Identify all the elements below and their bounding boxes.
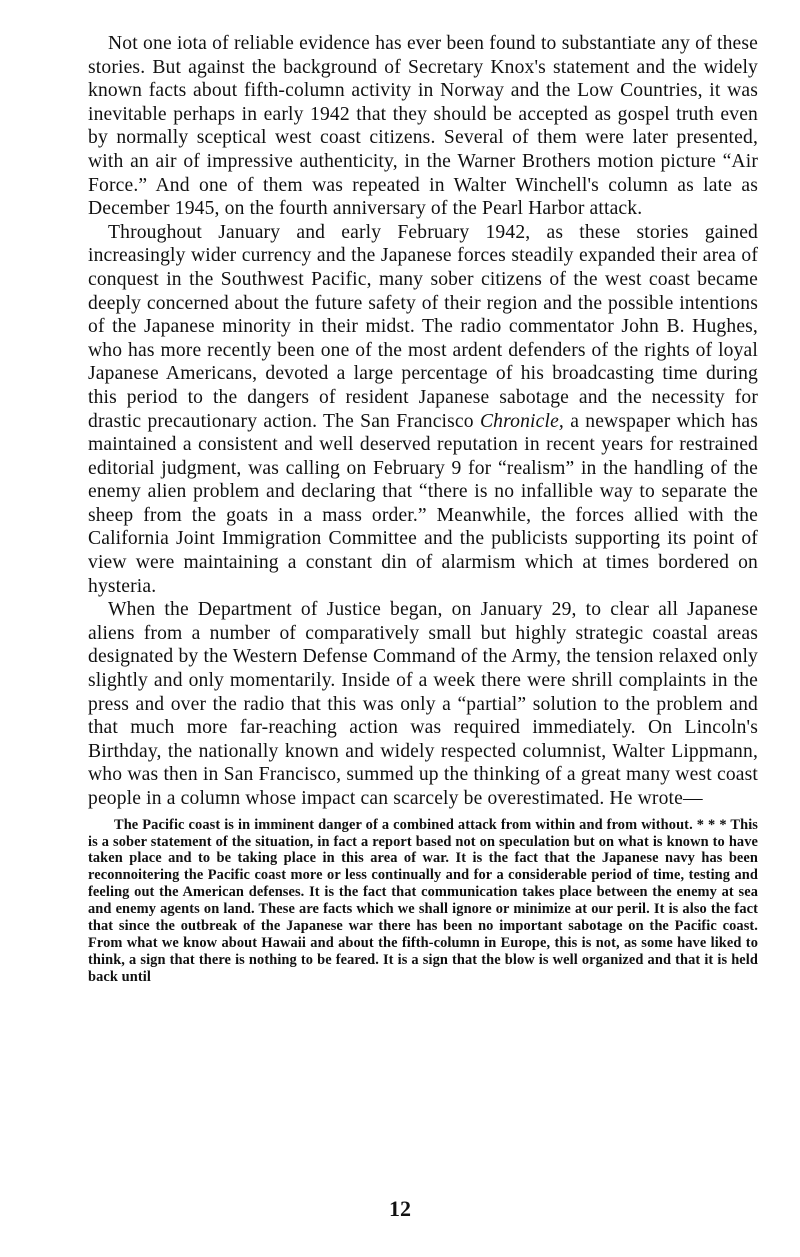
newspaper-title: Chronicle, [479,410,564,432]
paragraph-2 [88,221,758,599]
paragraph-2-start: Throughout January and early February 1942, as these stories gained increasingly wider currency and the Japanese forces steadily expanded their area of conquest in the Southwest Pacific, many sober citizens of the west coast became deeply concerned about the future safety of their region and the possible intentions of the Japanese minority in their midst. The radio commentator John B. Hughes, who has more recently been one of the most ardent defenders of the rights of loyal Japanese Americans, devoted a large percentage of his broadcasting time during this period to the dangers of resident Japanese sabotage and the necessity for drastic precautionary action. The San Francisco [88,221,758,432]
body-text [88,32,758,811]
page-number: 12 [389,1196,411,1221]
page-content [88,32,758,986]
block-quote: The Pacific coast is in imminent danger of a combined attack from within and from without. * * * This is a sober statement of the situation, in fact a report based not on speculation but on what is known to have taken place and to be taking place in this area of war. It is the fact that the Japanese navy has been reconnoitering the Pacific coast more or less continually and for a considerable period of time, testing and feeling out the American defenses. It is the fact that communication takes place between the enemy at sea and enemy agents on land. These are facts which we shall ignore or minimize at our peril. It is also the fact that since the outbreak of the Japanese war there has been no important sabotage on the Pacific coast. From what we know about Hawaii and about the fifth-column in Europe, this is not, as some have liked to think, a sign that there is nothing to be feared. It is a sign that the blow is well organized and that it is held back until [88,816,758,985]
paragraph-1: Not one iota of reliable evidence has ever been found to substantiate any of these stories. But against the background of Secretary Knox's statement and the widely known facts about fifth-column activity in Norway and the Low Countries, it was inevitable perhaps in early 1942 that they should be accepted as gospel truth even by normally sceptical west coast citizens. Several of them were later presented, with an air of impressive authenticity, in the Warner Brothers motion picture “Air Force.” And one of them was repeated in Walter Winchell's column as late as December 1945, on the fourth anniversary of the Pearl Harbor attack. [88,33,758,220]
paragraph-2-end: a newspaper which has maintained a consistent and well deserved reputation in recent years for restrained editorial judgment, was calling on February 9 for “realism” in the handling of the enemy alien problem and declaring that “there is no infallible way to separate the sheep from the goats in a mass order.” Meanwhile, the forces allied with the California Joint Immigration Committee and the publicists supporting its point of view were maintaining a constant din of alarmism which at times bordered on hysteria. [88,410,758,597]
paragraph-3: When the Department of Justice began, on January 29, to clear all Japanese aliens from a number of comparatively small but highly strategic coastal areas designated by the Western Defense Command of the Army, the tension relaxed only slightly and only momentarily. Inside of a week there were shrill complaints in the press and over the radio that this was only a “partial” solution to the problem and that much more far-reaching action was required immediately. On Lincoln's Birthday, the nationally known and widely respected columnist, Walter Lippmann, who was then in San Francisco, summed up the thinking of a great many west coast people in a column whose impact can scarcely be overestimated. He wrote— [88,599,758,809]
